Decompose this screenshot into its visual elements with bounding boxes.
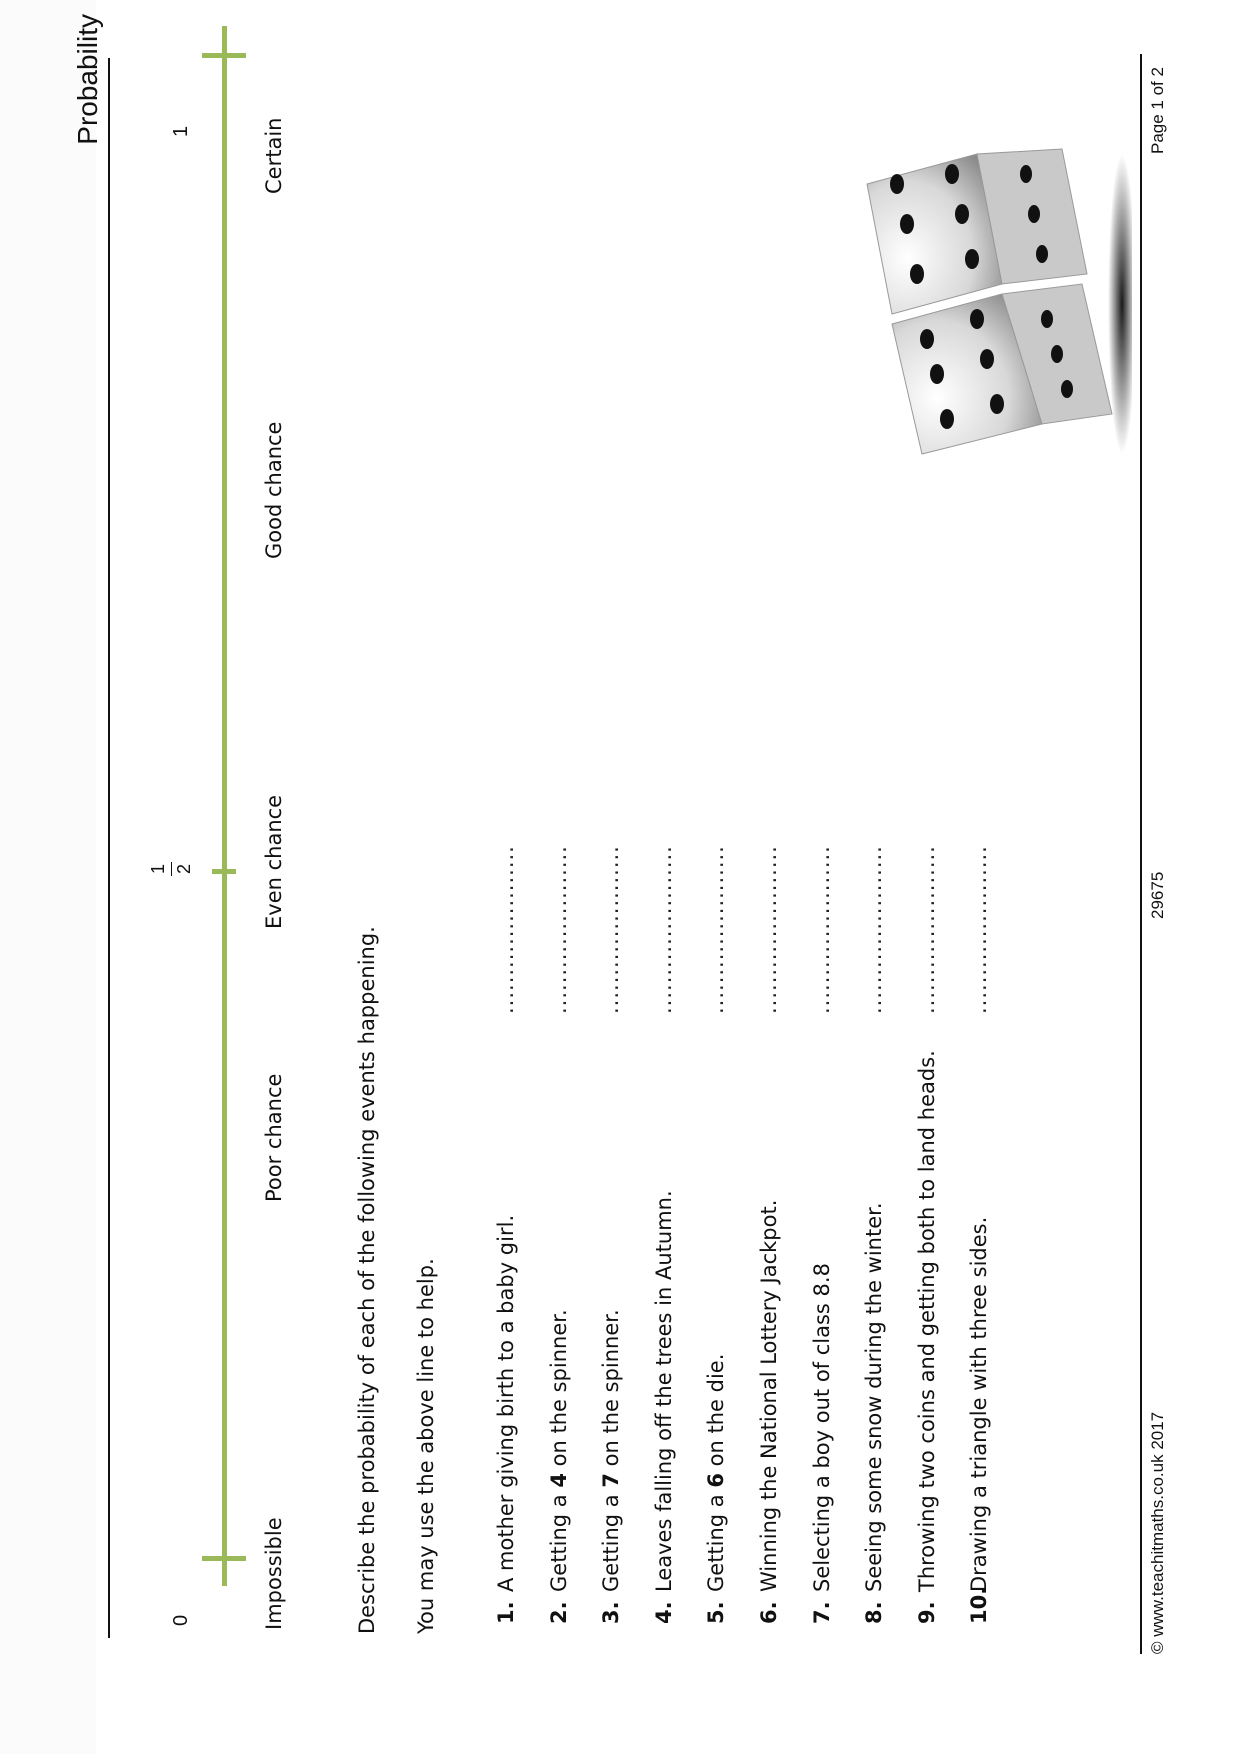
half-denominator: 2 [174,864,194,875]
question-emphasis: 7 [599,1473,623,1488]
scale-value-zero: 0 [170,1614,192,1626]
answer-line[interactable]: ...................... [757,845,781,1014]
question-text-part: Getting a [599,1487,623,1592]
question-number: 7. [810,1601,834,1624]
header-rule [108,58,110,1638]
answer-line[interactable]: ...................... [547,845,571,1014]
answer-line[interactable]: ...................... [494,845,518,1014]
footer-copyright: © www.teachitmaths.co.uk 2017 [1148,1411,1167,1654]
question-text-part: Throwing two coins and getting both to land heads. [915,1050,939,1592]
footer-page-number: Page 1 of 2 [1148,67,1167,154]
fraction-bar [171,862,172,876]
half-numerator: 1 [148,864,168,875]
question-text [704,1354,728,1592]
question-number: 1. [494,1601,518,1624]
scale-tick-half [212,869,236,874]
footer-rule [1140,54,1142,1654]
question-text-part: Winning the National Lottery Jackpot. [757,1199,781,1592]
question-text [757,1200,781,1592]
question-text-part: on the spinner. [599,1309,623,1474]
question-text [652,1190,676,1592]
question-number: 4. [652,1601,676,1624]
scale-label-even: Even chance [262,794,286,929]
question-text [494,1215,518,1592]
probability-scale-line [222,54,227,1559]
scale-cap-zero [222,1558,227,1586]
question-number: 6. [757,1601,781,1624]
scale-cap-one [222,26,227,54]
question-text-part: Getting a [704,1487,728,1592]
question-text-part: Leaves falling off the trees in Autumn. [652,1190,676,1592]
scale-value-half [148,849,195,889]
question-number: 9. [915,1601,939,1624]
scale-label-certain: Certain [262,117,286,194]
question-emphasis: 4 [547,1473,571,1488]
scale-label-poor: Poor chance [262,1073,286,1202]
question-text-part: A mother giving birth to a baby girl. [494,1214,518,1592]
scale-label-good: Good chance [262,421,286,559]
question-text [599,1309,623,1592]
scale-label-impossible: Impossible [262,1517,286,1630]
answer-line[interactable]: ...................... [599,845,623,1014]
question-text [915,1050,939,1592]
answer-line[interactable]: ...................... [652,845,676,1014]
question-number: 5. [704,1601,728,1624]
question-text [547,1309,571,1592]
question-number: 3. [599,1601,623,1624]
answer-line[interactable]: ...................... [862,845,886,1014]
question-number: 2. [547,1601,571,1624]
die-left [892,284,1112,454]
instruction-hint: You may use the above line to help. [414,1258,438,1634]
answer-line[interactable]: ...................... [967,845,991,1014]
question-text-part: Seeing some snow during the winter. [862,1202,886,1592]
question-text-part: on the spinner. [547,1309,571,1474]
question-text-part: Drawing a triangle with three sides. [967,1216,991,1592]
dice-illustration [852,134,1132,474]
question-number: 10. [967,1586,991,1624]
answer-line[interactable]: ...................... [915,845,939,1014]
question-number: 8. [862,1601,886,1624]
answer-line[interactable]: ...................... [810,845,834,1014]
question-text-part: Getting a [547,1487,571,1592]
answer-line[interactable]: ...................... [704,845,728,1014]
question-text [967,1217,991,1592]
dice-shadow [1108,154,1132,454]
question-text [862,1202,886,1592]
footer-code: 29675 [1148,871,1167,919]
question-text [810,1263,834,1592]
question-text-part: Selecting a boy out of class 8.8 [810,1263,834,1592]
scale-value-one: 1 [170,125,192,137]
question-text-part: on the die. [704,1353,728,1474]
page-title: Probability [72,14,103,145]
question-emphasis: 6 [704,1473,728,1488]
instruction-text: Describe the probability of each of the following events happening. [355,926,379,1634]
